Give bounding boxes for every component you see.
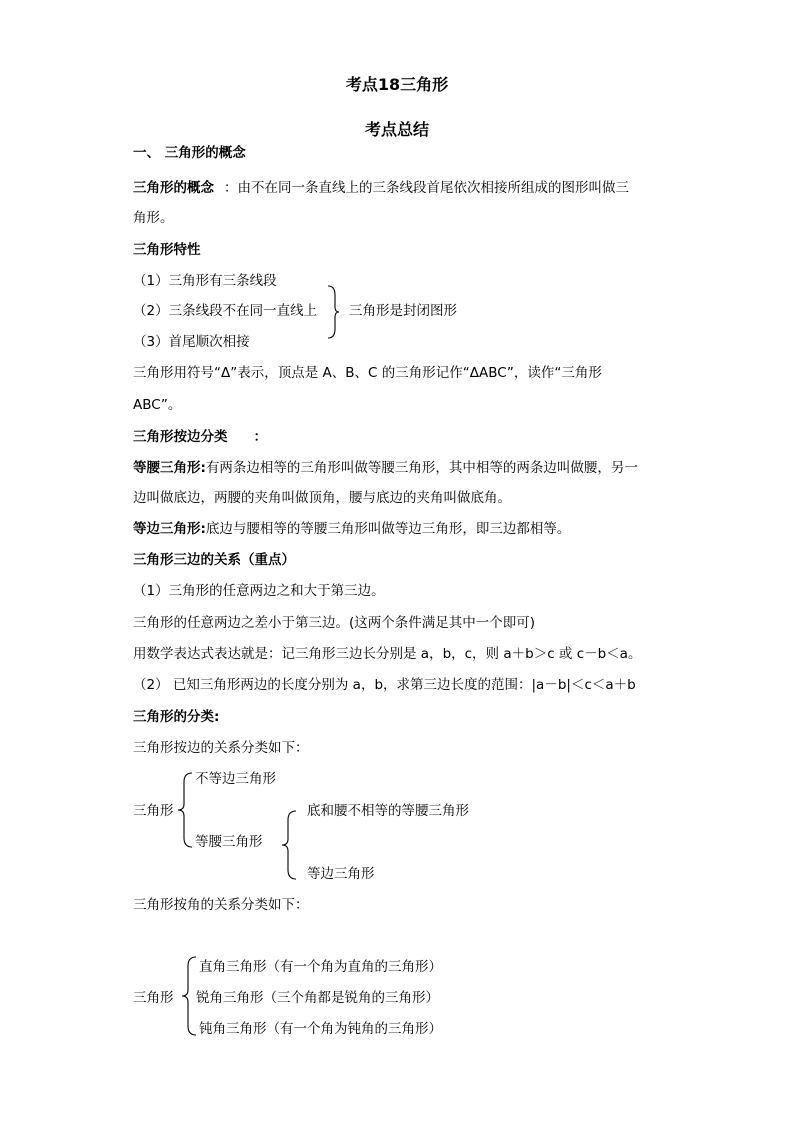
side-tree-iso-not-equal: 底和腰不相等的等腰三角形 [307,803,469,819]
side-tree-scalene: 不等边三角形 [195,771,276,787]
document-title: 考点18三角形 [345,75,449,94]
side-tree-equilateral: 等边三角形 [307,866,375,882]
feature-item-3: （3）首尾顺次相接 [133,334,250,350]
symbol-line-1: 三角形用符号“Δ”表示，顶点是 A、B、C 的三角形记作“ΔABC”，读作“三角形 [133,365,602,381]
isosceles-label: 等腰三角形: [133,460,206,476]
document-subtitle: 考点总结 [364,120,429,139]
concept-line-1 [133,178,629,198]
symbol-line-2: ABC”。 [133,397,182,413]
equilateral-label: 等边三角形: [133,521,206,537]
by-angle-intro: 三角形按角的关系分类如下： [133,897,309,913]
three-sides-heading: 三角形三边的关系（重点） [133,552,295,568]
by-side-heading [133,427,267,447]
isosceles-text-1: 有两条边相等的三角形叫做等腰三角形，其中相等的两条边叫做腰，另一 [205,460,638,476]
angle-tree-brace [181,956,197,1036]
equilateral-text: 底边与腰相等的等腰三角形叫做等边三角形，即三边都相等。 [205,521,571,537]
angle-tree-acute: 锐角三角形（三个角都是锐角的三角形） [196,990,439,1006]
feature-item-2: （2）三条线段不在同一直线上 [133,303,318,319]
features-brace [326,285,340,339]
by-side-heading-text: 三角形按边分类 [133,429,228,445]
three-sides-line-2: 三角形的任意两边之差小于第三边。(这两个条件满足其中一个即可) [133,615,536,631]
concept-label: 三角形的概念 [133,180,214,196]
angle-tree-root: 三角形 [133,990,174,1006]
by-side-colon: ： [253,429,267,445]
three-sides-line-4: （2） 已知三角形两边的长度分别为 a，b，求第三边长度的范围：|a－b|＜c＜a＋b [133,677,636,693]
side-tree-root: 三角形 [133,803,174,819]
feature-item-1: （1）三角形有三条线段 [133,273,277,289]
features-conclusion: 三角形是封闭图形 [349,303,457,319]
angle-tree-right: 直角三角形（有一个角为直角的三角形） [199,959,442,975]
equilateral-line [133,519,570,539]
section-heading-concept: 一、 三角形的概念 [133,145,246,161]
classification-heading: 三角形的分类: [133,709,220,725]
isosceles-line-1 [133,458,638,478]
three-sides-line-1: （1）三角形的任意两边之和大于第三边。 [133,583,385,599]
concept-line-2: 角形。 [133,210,174,226]
isosceles-line-2: 边叫做底边，两腰的夹角叫做顶角，腰与底边的夹角叫做底角。 [133,490,511,506]
isosceles-subtree-brace [281,810,297,880]
features-heading: 三角形特性 [133,242,201,258]
concept-text-1: ：由不在同一条直线上的三条线段首尾依次相接所组成的图形叫做三 [224,180,629,196]
side-tree-brace [177,772,193,848]
angle-tree-obtuse: 钝角三角形（有一个角为钝角的三角形） [199,1021,442,1037]
by-side-intro: 三角形按边的关系分类如下： [133,740,309,756]
side-tree-isosceles: 等腰三角形 [195,834,263,850]
three-sides-line-3: 用数学表达式表达就是：记三角形三边长分别是 a，b，c，则 a＋b＞c 或 c－b＜a。 [133,646,642,662]
